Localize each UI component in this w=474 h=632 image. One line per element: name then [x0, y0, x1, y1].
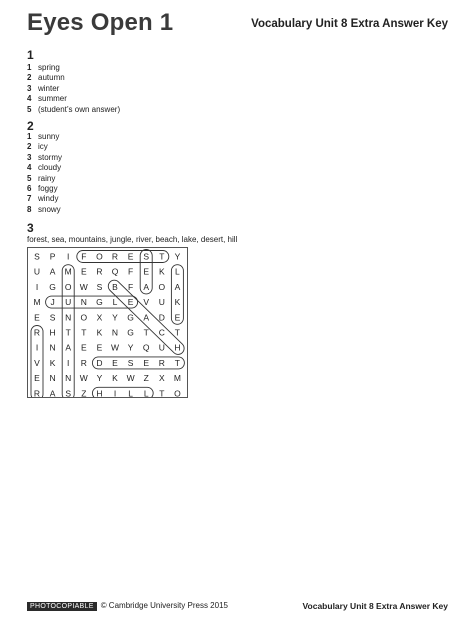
grid-letter: R — [33, 388, 41, 397]
answer-outline-forest — [77, 251, 169, 263]
grid-letter: M — [173, 373, 181, 384]
grid-letter: R — [111, 251, 119, 262]
list-item: 1 sunny — [27, 132, 60, 141]
grid-letter: V — [143, 297, 150, 308]
grid-letter: N — [111, 327, 119, 338]
grid-letter: I — [67, 251, 70, 262]
grid-letter: H — [174, 342, 181, 353]
grid-letter: E — [80, 266, 87, 277]
list-item: 6 foggy — [27, 183, 58, 193]
grid-letter: E — [127, 251, 134, 262]
grid-letter: T — [65, 327, 71, 338]
grid-letter: C — [158, 327, 165, 338]
grid-letter: Z — [143, 373, 149, 384]
grid-letter: E — [96, 342, 103, 353]
grid-letter: S — [49, 312, 56, 323]
grid-letter: R — [96, 266, 103, 277]
grid-letter: K — [49, 357, 56, 368]
list-item: 4 cloudy — [27, 163, 62, 173]
grid-letter: A — [49, 388, 56, 397]
grid-letter: J — [50, 297, 55, 308]
grid-letter: S — [65, 388, 72, 397]
grid-letter: F — [127, 281, 134, 292]
grid-letter: R — [158, 357, 165, 368]
footer-copyright-block — [27, 601, 228, 611]
grid-letter: E — [143, 266, 150, 277]
grid-letter: H — [96, 388, 103, 397]
grid-letter: X — [96, 312, 103, 323]
footer-title: Vocabulary Unit 8 Extra Answer Key — [302, 601, 448, 611]
grid-letter: P — [49, 251, 56, 262]
grid-letter: O — [96, 251, 103, 262]
grid-letter: S — [127, 357, 134, 368]
grid-letter: K — [158, 266, 165, 277]
grid-letter: L — [112, 297, 118, 308]
grid-letter: Y — [112, 312, 118, 323]
grid-letter: I — [35, 281, 39, 292]
grid-letter: W — [79, 373, 88, 384]
grid-letter: H — [49, 327, 56, 338]
grid-letter: E — [34, 312, 40, 323]
grid-letter: G — [49, 281, 56, 292]
grid-letter: F — [127, 266, 134, 277]
page-subtitle: Vocabulary Unit 8 Extra Answer Key — [251, 18, 448, 30]
grid-letter: S — [34, 251, 40, 262]
grid-letter: U — [158, 342, 165, 353]
grid-letter: U — [33, 266, 41, 277]
grid-letter: G — [96, 297, 103, 308]
grid-letter: N — [80, 297, 87, 308]
grid-letter: N — [49, 342, 56, 353]
answer-outline-jungle — [46, 296, 138, 308]
list-item: 7 windy — [27, 194, 59, 204]
grid-letter: I — [67, 357, 70, 368]
list-item: 1 spring — [27, 63, 60, 72]
grid-letter: T — [143, 327, 149, 338]
grid-letter: B — [112, 281, 118, 292]
grid-letter: L — [143, 388, 149, 397]
wordsearch-svg — [28, 248, 187, 397]
word-list: forest, sea, mountains, jungle, river, beach, lake, desert, hill — [27, 235, 238, 244]
list-item: 3 stormy — [27, 152, 62, 162]
section-3-number: 3 — [27, 221, 34, 235]
grid-letter: A — [143, 281, 150, 292]
grid-letter: L — [175, 266, 180, 277]
list-item: 5 rainy — [27, 173, 56, 183]
grid-letter: X — [158, 373, 165, 384]
grid-letter: I — [35, 342, 39, 353]
grid-letter: S — [96, 281, 103, 292]
grid-letter: F — [81, 251, 87, 262]
grid-letter: N — [65, 373, 72, 384]
grid-letter: T — [159, 251, 165, 262]
grid-letter: Q — [142, 342, 150, 353]
grid-letter: Z — [81, 388, 87, 397]
grid-letter: T — [174, 327, 181, 338]
grid-letter: A — [174, 281, 181, 292]
grid-letter: D — [158, 312, 165, 323]
list-item: 4 summer — [27, 94, 67, 104]
grid-letter: D — [96, 357, 103, 368]
grid-letter: I — [113, 388, 117, 397]
grid-letter: G — [127, 327, 134, 338]
grid-letter: E — [174, 312, 181, 323]
grid-letter: R — [33, 327, 41, 338]
list-item: 8 snowy — [27, 204, 61, 214]
grid-letter: G — [127, 312, 134, 323]
grid-letter: T — [174, 357, 181, 368]
section-2-number: 2 — [27, 119, 34, 133]
grid-letter: A — [65, 342, 72, 353]
grid-letter: K — [96, 327, 103, 338]
list-item: 2 autumn — [27, 73, 65, 83]
grid-letter: T — [81, 327, 87, 338]
section-1-number: 1 — [27, 48, 34, 62]
grid-letter: M — [33, 297, 41, 308]
grid-letter: U — [158, 297, 165, 308]
list-item: 3 winter — [27, 83, 60, 93]
grid-letter: K — [112, 373, 118, 384]
grid-letter: O — [80, 312, 88, 323]
photocopiable-badge: PHOTOCOPIABLE — [27, 602, 97, 611]
grid-letter: N — [49, 373, 56, 384]
grid-letter: A — [49, 266, 56, 277]
grid-letter: E — [80, 342, 87, 353]
grid-letter: W — [126, 373, 135, 384]
grid-letter: T — [159, 388, 165, 397]
grid-letter: Y — [127, 342, 134, 353]
grid-letter: S — [143, 251, 150, 262]
grid-letter: R — [80, 357, 87, 368]
grid-letter: L — [128, 388, 133, 397]
grid-letter: A — [143, 312, 150, 323]
grid-letter: N — [65, 312, 72, 323]
answer-outline-desert — [92, 357, 184, 369]
grid-letter: Q — [111, 266, 119, 277]
list-item: 2 icy — [27, 142, 48, 152]
grid-letter: Y — [96, 373, 103, 384]
grid-letter: E — [127, 297, 134, 308]
copyright-text: © Cambridge University Press 2015 — [100, 601, 228, 610]
section-1-list — [27, 63, 120, 115]
grid-letter: V — [34, 357, 40, 368]
grid-letter: W — [110, 342, 120, 353]
grid-letter: O — [158, 281, 166, 292]
grid-letter: E — [143, 357, 150, 368]
grid-letter: W — [79, 281, 88, 292]
grid-letter: O — [174, 388, 181, 397]
list-item: 5 (student’s own answer) — [27, 104, 121, 114]
page-title: Eyes Open 1 — [27, 9, 174, 36]
grid-letter: E — [34, 373, 40, 384]
section-2-list — [27, 132, 62, 215]
grid-letter: O — [64, 281, 72, 292]
wordsearch-grid — [27, 247, 188, 398]
grid-letter: E — [112, 357, 118, 368]
grid-letter: Y — [174, 251, 181, 262]
grid-letter: M — [64, 266, 72, 277]
grid-letter: K — [174, 297, 181, 308]
grid-letter: U — [65, 297, 72, 308]
